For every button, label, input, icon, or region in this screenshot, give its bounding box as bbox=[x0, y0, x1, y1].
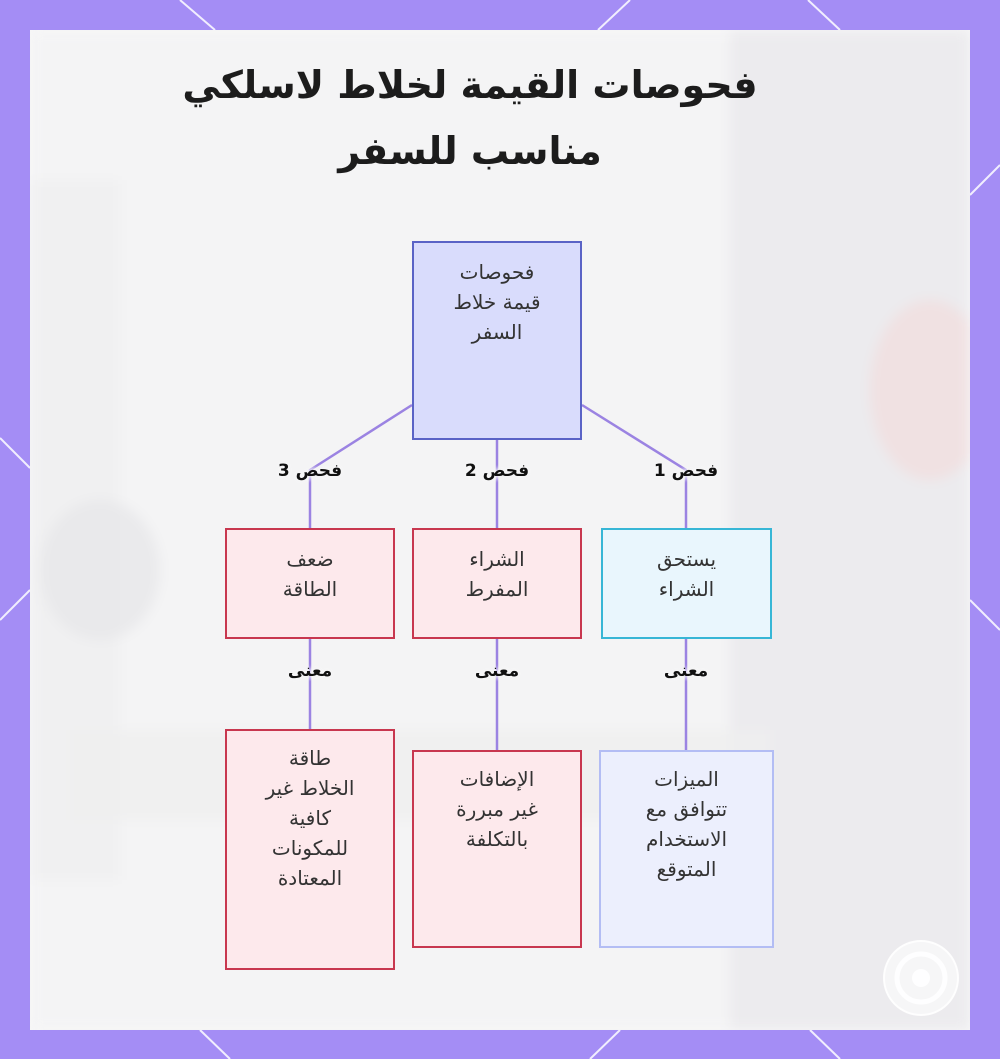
edge-label-check2: فحص 2 bbox=[464, 461, 530, 481]
root-node-text: فحوصات قيمة خلاط السفر bbox=[453, 260, 541, 344]
check1-node bbox=[601, 528, 772, 639]
check2-node-text: الشراء المفرط bbox=[465, 547, 529, 601]
meaning1-node-text: الميزات تتوافق مع الاستخدام المتوقع bbox=[645, 767, 728, 881]
edge-label-check1: فحص 1 bbox=[653, 461, 719, 481]
meaning2-node-text: الإضافات غير مبررة بالتكلفة bbox=[456, 767, 538, 851]
meaning3-node bbox=[225, 729, 395, 970]
check1-node-text: يستحق الشراء bbox=[656, 547, 717, 601]
page-title: فحوصات القيمة لخلاط لاسلكي مناسب للسفر bbox=[182, 63, 758, 173]
meaning2-node bbox=[412, 750, 582, 948]
check2-node bbox=[412, 528, 582, 639]
check3-node-text: ضعف الطاقة bbox=[282, 547, 338, 601]
meaning3-node-text: طاقة الخلاط غير كافية للمكونات المعتادة bbox=[265, 746, 355, 890]
check3-node bbox=[225, 528, 395, 639]
edge-label-meaning1: معنى bbox=[663, 661, 709, 681]
edge-label-meaning3: معنى bbox=[287, 661, 333, 681]
edge-label-meaning2: معنى bbox=[474, 661, 520, 681]
edge-label-check3: فحص 3 bbox=[277, 461, 343, 481]
root-node bbox=[412, 241, 582, 440]
watermark-logo-icon bbox=[883, 940, 959, 1016]
meaning1-node bbox=[599, 750, 774, 948]
